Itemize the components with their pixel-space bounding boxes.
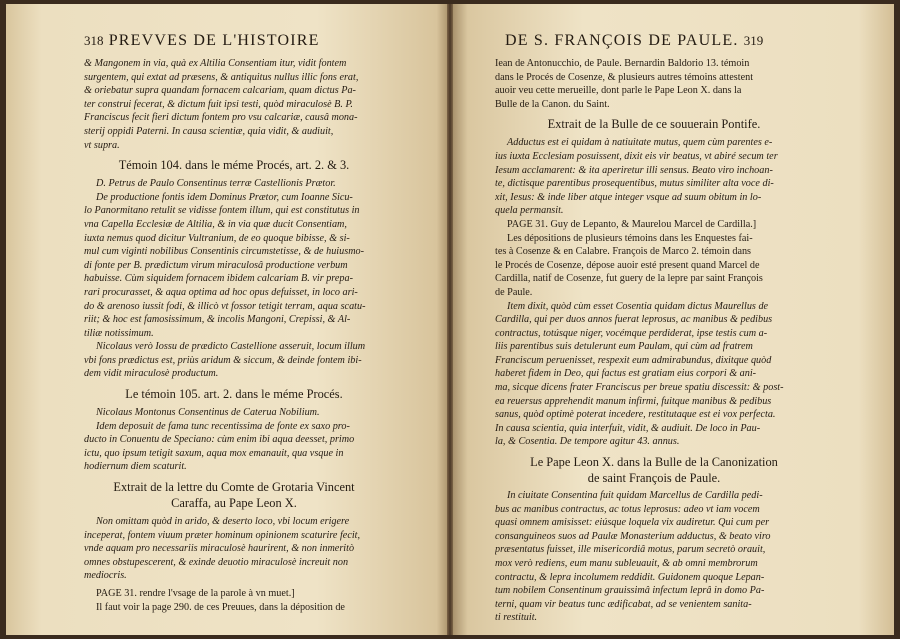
- text-line: sanus, quòd optimè poterat incedere, restitutaque est ei vox perfecta.: [495, 409, 776, 421]
- text-line: rari procurasset, & aqua optima ad hoc opus defuisset, in loco ari-: [84, 286, 358, 298]
- page-number: 319: [743, 33, 764, 48]
- text-line: ti restituit.: [495, 612, 538, 624]
- paragraph-page-31-note: [84, 587, 384, 614]
- paragraph-lettre: [84, 515, 384, 583]
- text-line: omnes obstupescerent, & exinde deuotio miraculosè increuit non: [84, 556, 349, 568]
- text-line: Iean de Antonucchio, de Paule. Bernardin Baldorio 13. témoin: [495, 58, 750, 69]
- text-line: tum nobilem Consentinum grauissimâ infectum leprâ in domo Pa-: [495, 585, 765, 597]
- text-line: sterij oppidi Paterni. In causa scientiæ, quia vidit, & audiuit,: [84, 125, 334, 137]
- right-running-head: [505, 32, 763, 50]
- text-line: De productione fontis idem Dominus Prætor, cum Ioanne Sicu-: [96, 191, 353, 203]
- text-line: tiliæ notissimum.: [84, 327, 154, 339]
- text-line: auoir veu cette merueille, dont parle le Pape Leon X. dans la: [495, 85, 742, 97]
- text-line: dans le Procés de Cosenze, & plusieurs autres témoins attestent: [495, 71, 754, 83]
- heading-lettre-line-1: Extrait de la lettre du Comte de Grotaria Vincent: [113, 480, 355, 495]
- text-line: vna Capella Ecclesiæ de Altilia, & in via quæ ducit Consentiam,: [84, 218, 347, 230]
- text-line: contractus, totúsque niger, vocémque perdiderat, ipse testis cum a-: [495, 327, 768, 339]
- heading-canonization-line-1: Le Pape Leon X. dans la Bulle de la Canonization: [530, 455, 778, 470]
- paragraph-bulle-and-depositions: [495, 136, 813, 449]
- running-head-title: PREVVES DE L'HISTOIRE: [108, 32, 320, 49]
- text-line: ducto in Conuentu de Speciano: cùm enim ibi aqua deesset, primo: [84, 434, 355, 446]
- text-line: & Mangonem in via, quà ex Altilia Consentiam itur, vidit fontem: [84, 58, 347, 69]
- text-line: quasi omnem amisisset: eiúsque loquela vix audiretur. Qui cum per: [495, 517, 770, 529]
- paragraph-canonization: [495, 489, 813, 625]
- text-line: Il faut voir la page 290. de ces Preuues, dans la déposition de: [96, 601, 345, 613]
- text-line: riit; & hoc est famosissimum, & incolis Mangoni, Crepissi, & Al-: [84, 314, 351, 326]
- text-line: D. Petrus de Paulo Consentinus terræ Castellionis Prætor.: [96, 178, 336, 190]
- text-line: le Procés de Cosenze, dépose auoir esté present quand Marcel de: [495, 259, 760, 271]
- text-line: mediocris.: [84, 570, 127, 582]
- paragraph-temoin-104: [84, 177, 384, 381]
- text-line: Non omittam quòd in arido, & deserto loco, vbi locum erigere: [96, 516, 350, 528]
- text-line: Nicolaus Montonus Consentinus de Caterua Nobilium.: [96, 407, 320, 419]
- left-running-head: [84, 32, 320, 50]
- text-line: lo Panormitano retulit se vidisse fontem illum, qui est constitutus in: [84, 205, 360, 217]
- right-text-column: [495, 57, 813, 625]
- text-line: vt supra.: [84, 139, 120, 151]
- heading-temoin-104: Témoin 104. dans le méme Procés, art. 2. & 3.: [118, 158, 350, 173]
- text-line: tes à Cosenze & en Calabre. François de Marco 2. témoin dans: [495, 246, 752, 258]
- text-line: quela permansit.: [495, 205, 564, 217]
- running-head-title: DE S. FRANÇOIS DE PAULE.: [505, 32, 739, 49]
- text-line: mox verò rediens, eum manu subleuauit, & ab omni membrorum: [495, 558, 758, 569]
- text-line: la, & Cosentia. De tempore agitur 43. annus.: [495, 436, 680, 448]
- text-line: ea reuersus apprehendit manum infirmi, fuitque manibus & pedibus: [495, 395, 772, 407]
- text-line: & oriebatur supra quandam fornacem calcariam, quam dictus Pa-: [84, 85, 356, 97]
- text-line: xit, Iesus: & inde liber atque integer vsque ad suum obitum in lo-: [495, 191, 762, 203]
- text-line: bus ac manibus contractus, ac totus leprosus: adeo vt iam vocem: [495, 503, 760, 515]
- paragraph-temoin-105: [84, 406, 384, 474]
- text-line: de Paule.: [495, 286, 533, 298]
- text-line: Cardilla, natif de Cosenze, fut guery de la lepre par saint François: [495, 273, 763, 285]
- heading-temoin-105: Le témoin 105. art. 2. dans le méme Procés.: [125, 387, 343, 402]
- text-line: terni, quam vir beatus tunc ædificabat, ad se venientem sanita-: [495, 598, 752, 610]
- text-line: Idem deposuit de fama tunc recentissima de fonte ex saxo pro-: [96, 420, 350, 432]
- heading-canonization-line-2: de saint François de Paule.: [587, 471, 721, 486]
- text-line: In ciuitate Consentina fuit quidam Marcellus de Cardilla pedi-: [507, 490, 763, 502]
- text-line: Nicolaus verò Iossu de prædicto Castellione asseruit, locum illum: [96, 341, 366, 353]
- text-line: vnde aquam pro necessariis miraculosè haurirent, & non inmeritò: [84, 543, 355, 555]
- text-line: haberet fidem in Deo, qui factus est gratiam eius corpori & ani-: [495, 368, 757, 380]
- text-line: ius iuxta Ecclesiam posuissent, dixit eis vir beatus, vt abiré secum ter: [495, 150, 778, 162]
- text-line: ma, sicque dicens frater Franciscus per breue spatiu discessit: & post-: [495, 382, 784, 394]
- open-book: [6, 4, 894, 635]
- text-line: do & arenoso iussit fodi, & illicò vt fossor tetigit terram, aqua scatu-: [84, 300, 366, 312]
- text-line: Iesum acclamarent: & ita aperiretur illi sensus. Beato viro inchoan-: [495, 164, 773, 176]
- page-number: 318: [84, 33, 104, 48]
- text-line: mul cum viginti nobilibus Consentinis circumstetisse, & de huiusmo-: [84, 246, 365, 258]
- heading-bulle-extrait: Extrait de la Bulle de ce souuerain Pontife.: [547, 117, 761, 132]
- text-line: In causa scientia, quia interfuit, vidit, & audiuit. De loco in Pau-: [495, 422, 761, 434]
- text-line: Adductus est ei quidam à natiuitate mutus, quem cùm parentes e-: [507, 137, 773, 149]
- text-line: iuxta nemus quod dicitur Vultranium, de eo quoque bibisse, & si-: [84, 232, 350, 244]
- text-line: Bulle de la Canon. du Saint.: [495, 98, 610, 110]
- left-page: [6, 4, 450, 635]
- text-line: Les dépositions de plusieurs témoins dans les Enquestes fai-: [507, 232, 753, 244]
- text-line: hodiernum diem scaturit.: [84, 461, 187, 473]
- paragraph-fountain: [84, 57, 384, 152]
- right-page: [450, 4, 894, 635]
- paragraph-antonucchio: [495, 57, 813, 111]
- text-line: Item dixit, quòd cùm esset Cosentia quidam dictus Maurellus de: [507, 300, 769, 312]
- text-line: contractu, & lepra incolumem reddidit. Guidonem quoque Lepan-: [495, 571, 765, 583]
- text-line: consanguineos suos ad Paulæ Monasterium adductus, & beato viro: [495, 530, 771, 542]
- text-line: PAGE 31. rendre l'vsage de la parole à vn muet.]: [96, 588, 295, 599]
- text-line: præsentatus fuisset, ille misericordiâ motus, parum secretò orauit,: [495, 544, 766, 556]
- text-line: Franciscus fecit fieri dictum fontem pro vsu calcariæ, causâ mona-: [84, 112, 358, 124]
- text-line: dem vidit miraculosè productum.: [84, 368, 219, 380]
- text-line: di fonte per B. prædictum virum miraculosâ productione verbum: [84, 259, 348, 271]
- text-line: ter construi fecerat, & dictum fuit ipsi testi, quòd miraculosè B. P.: [84, 98, 353, 110]
- left-text-column: [84, 57, 384, 614]
- text-line: liis parentibus suis detulerunt eum Paulam, qui cùm ad fratrem: [495, 341, 753, 353]
- text-line: ictu, quo ipsum tetigit saxum, aqua mox emanauit, qua vsque in: [84, 447, 344, 459]
- text-line: surgentem, qui extat ad præsens, & antiquitus nullus illic fons erat,: [84, 71, 359, 83]
- book-gutter: [447, 4, 453, 635]
- text-line: te, dictisque parentibus prosequentibus, mutus similiter alta voce di-: [495, 178, 774, 190]
- text-line: habuisse. Cùm siquidem fornacem ibidem calcariam B. vir prepa-: [84, 273, 353, 285]
- text-line: Franciscum peruenisset, respexit eum admirabundus, dixitque quòd: [495, 354, 772, 366]
- text-line: PAGE 31. Guy de Lepanto, & Maurelou Marcel de Cardilla.]: [507, 218, 757, 230]
- text-line: Cardilla, qui per duos annos fuerat leprosus, ac manibus & pedibus: [495, 314, 773, 326]
- text-line: vbi fons prædictus est, priùs aridum & siccum, & deinde fontem ibi-: [84, 354, 362, 366]
- text-line: inceperat, fontem viuum præter hominum opinionem scaturire fecit,: [84, 529, 361, 541]
- heading-lettre-line-2: Caraffa, au Pape Leon X.: [171, 496, 297, 511]
